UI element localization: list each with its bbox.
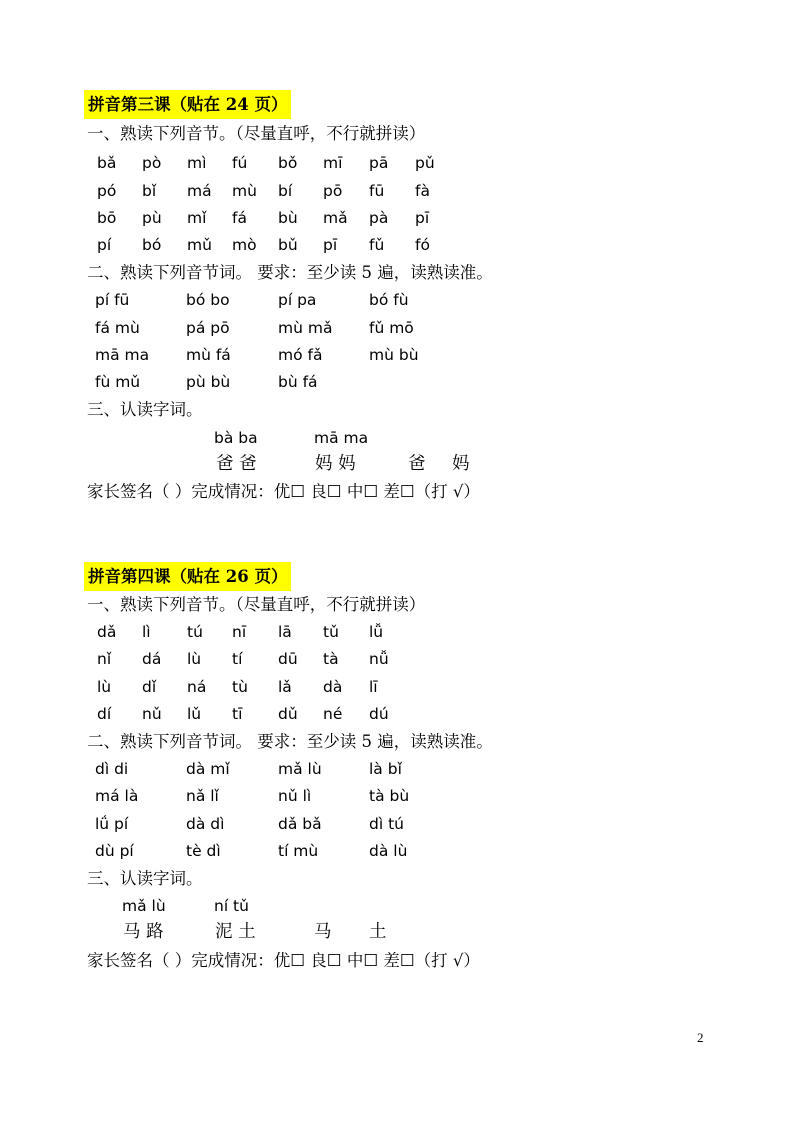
lesson4-syllable: lì — [142, 623, 151, 641]
lesson3-title: 拼音第三课（贴在 24 页） — [84, 90, 291, 119]
lesson3-word: mā ma — [95, 346, 150, 364]
lesson4-word: lǘ pí — [95, 815, 129, 833]
lesson3-syllable: mǐ — [187, 209, 207, 227]
lesson3-syllable: má — [187, 182, 212, 200]
lesson4-read-hanzi: 马 路 — [123, 922, 164, 942]
lesson3-word: mù bù — [369, 346, 419, 364]
page-number: 2 — [697, 1030, 704, 1045]
lesson4-word: dù pí — [95, 842, 134, 860]
lesson3-syllable: fú — [232, 154, 248, 172]
lesson4-syllable: lù — [187, 650, 202, 668]
lesson3-syllable: fà — [415, 182, 430, 200]
lesson3-syllable: pī — [323, 236, 338, 254]
lesson3-word: bù fá — [278, 373, 318, 391]
lesson4-syllable: dà — [323, 678, 343, 696]
lesson4-word: dà mǐ — [186, 760, 230, 778]
lesson4-word: tà bù — [369, 787, 410, 805]
lesson4-word: dì di — [95, 760, 129, 778]
lesson3-word: fù mǔ — [95, 373, 141, 391]
lesson4-word: má là — [95, 787, 139, 805]
lesson3-syllable: mǔ — [187, 236, 212, 254]
lesson4-syllable: tí — [232, 650, 243, 668]
lesson3-syllable: pā — [369, 154, 389, 172]
lesson4-word: nǎ lǐ — [186, 787, 219, 805]
lesson4-word: dǎ bǎ — [278, 815, 322, 833]
lesson4-syllable: tú — [187, 623, 203, 641]
lesson4-syllable: né — [323, 705, 343, 723]
lesson3-read-hanzi: 妈 — [452, 454, 470, 474]
lesson4-section1-heading: 一、熟读下列音节。（尽量直呼，不行就拼读） — [87, 595, 426, 614]
lesson4-syllable: ná — [187, 678, 207, 696]
lesson3-syllable: bō — [97, 209, 117, 227]
lesson3-read-hanzi: 妈 妈 — [315, 454, 356, 474]
lesson3-syllable: mī — [323, 154, 343, 172]
lesson4-word: nǔ lì — [278, 787, 312, 805]
lesson3-syllable: fá — [232, 209, 247, 227]
lesson3-read-pinyin: mā ma — [314, 429, 369, 447]
lesson3-syllable: bǐ — [142, 182, 157, 200]
lesson3-syllable: pǔ — [415, 154, 435, 172]
lesson3-syllable: pō — [323, 182, 343, 200]
lesson4-word: mǎ lù — [278, 760, 322, 778]
lesson4-read-hanzi: 土 — [369, 922, 387, 942]
lesson3-section1-heading: 一、熟读下列音节。（尽量直呼，不行就拼读） — [87, 124, 426, 143]
lesson4-parent-signature: 家长签名（ ）完成情况：优☐ 良☐ 中☐ 差☐（打 √） — [87, 951, 480, 970]
lesson4-word: dà lù — [369, 842, 408, 860]
lesson4-syllable: lā — [278, 623, 292, 641]
lesson3-word: fá mù — [95, 319, 140, 337]
lesson4-read-hanzi: 泥 土 — [215, 922, 256, 942]
lesson3-word: pí pa — [278, 291, 317, 309]
lesson3-word: bó bo — [186, 291, 230, 309]
lesson4-syllable: lǎ — [278, 678, 292, 696]
lesson4-syllable: lù — [97, 678, 112, 696]
lesson3-word: pí fū — [95, 291, 130, 309]
lesson4-syllable: dǐ — [142, 678, 157, 696]
lesson3-syllable: fó — [415, 236, 430, 254]
lesson4-syllable: nǐ — [97, 650, 112, 668]
lesson3-read-hanzi: 爸 — [408, 454, 426, 474]
lesson3-syllable: bǒ — [278, 154, 298, 172]
lesson3-syllable: mò — [232, 236, 257, 254]
lesson4-syllable: dá — [142, 650, 162, 668]
lesson3-syllable: fū — [369, 182, 385, 200]
lesson4-syllable: tù — [232, 678, 248, 696]
lesson4-title: 拼音第四课（贴在 26 页） — [84, 562, 291, 591]
lesson4-read-pinyin: mǎ lù — [122, 897, 166, 915]
lesson4-word: tè dì — [186, 842, 221, 860]
lesson3-word: bó fù — [369, 291, 409, 309]
lesson4-syllable: lǔ — [187, 705, 202, 723]
lesson4-word: dì tú — [369, 815, 404, 833]
lesson3-syllable: pà — [369, 209, 389, 227]
lesson3-read-pinyin: bà ba — [214, 429, 258, 447]
lesson4-syllable: nǚ — [369, 650, 389, 668]
lesson3-word: mó fǎ — [278, 346, 323, 364]
lesson4-syllable: lǚ — [369, 623, 384, 641]
lesson3-word: mù fá — [186, 346, 231, 364]
lesson4-syllable: dū — [278, 650, 298, 668]
lesson4-read-pinyin: ní tǔ — [214, 897, 249, 915]
lesson4-word: tí mù — [278, 842, 319, 860]
lesson3-parent-signature: 家长签名（ ）完成情况：优☐ 良☐ 中☐ 差☐（打 √） — [87, 482, 480, 501]
lesson3-syllable: bǎ — [97, 154, 117, 172]
lesson4-syllable: tī — [232, 705, 243, 723]
lesson3-section3-heading: 三、认读字词。 — [87, 400, 203, 419]
lesson4-syllable: tǔ — [323, 623, 339, 641]
lesson3-syllable: mù — [232, 182, 257, 200]
lesson3-syllable: fǔ — [369, 236, 385, 254]
lesson4-read-hanzi: 马 — [314, 922, 332, 942]
lesson3-syllable: bó — [142, 236, 162, 254]
lesson3-syllable: pí — [97, 236, 112, 254]
lesson3-syllable: bǔ — [278, 236, 298, 254]
lesson4-syllable: lī — [369, 678, 378, 696]
lesson4-syllable: nǔ — [142, 705, 162, 723]
lesson3-syllable: mì — [187, 154, 207, 172]
lesson4-section3-heading: 三、认读字词。 — [87, 869, 203, 888]
lesson3-read-hanzi: 爸 爸 — [216, 454, 257, 474]
lesson4-word: là bǐ — [369, 760, 402, 778]
lesson4-word: dà dì — [186, 815, 225, 833]
lesson4-syllable: nī — [232, 623, 247, 641]
lesson4-section2-heading: 二、熟读下列音节词。 要求：至少读 5 遍，读熟读准。 — [87, 732, 493, 751]
lesson3-word: pá pō — [186, 319, 230, 337]
lesson3-syllable: pò — [142, 154, 162, 172]
lesson3-word: mù mǎ — [278, 319, 333, 337]
lesson4-syllable: dú — [369, 705, 389, 723]
lesson3-syllable: pó — [97, 182, 117, 200]
lesson4-syllable: dǔ — [278, 705, 298, 723]
lesson3-syllable: bí — [278, 182, 293, 200]
lesson4-syllable: dǎ — [97, 623, 117, 641]
lesson4-syllable: tà — [323, 650, 339, 668]
lesson4-syllable: dí — [97, 705, 112, 723]
lesson3-syllable: mǎ — [323, 209, 348, 227]
lesson3-word: fǔ mō — [369, 319, 414, 337]
lesson3-section2-heading: 二、熟读下列音节词。 要求：至少读 5 遍，读熟读准。 — [87, 263, 493, 282]
lesson3-syllable: pù — [142, 209, 162, 227]
lesson3-syllable: bù — [278, 209, 298, 227]
lesson3-syllable: pī — [415, 209, 430, 227]
lesson3-word: pù bù — [186, 373, 231, 391]
